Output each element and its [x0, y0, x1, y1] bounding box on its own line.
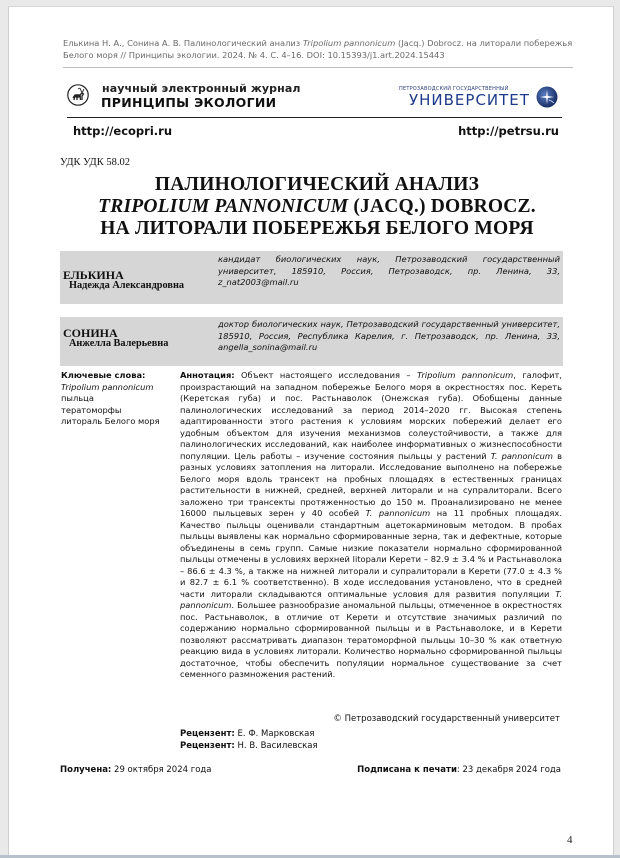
citation-authors: Елькина Н. А., Сонина А. В.	[63, 38, 182, 48]
reviewer-line	[180, 729, 318, 741]
author-surname: ЕЛЬКИНА	[63, 268, 124, 282]
title-authority: (JACQ.) DOBROCZ.	[348, 196, 536, 217]
reviewers-section	[180, 729, 318, 752]
title-species: TRIPOLIUM PANNONICUM	[98, 196, 349, 217]
keywords-section	[61, 370, 176, 428]
signed-date	[357, 765, 561, 775]
reviewer-name: Н. В. Василевская	[234, 740, 318, 751]
abstract-text: Объект настоящего исследования –	[234, 370, 417, 380]
citation-title-suffix: (Jacq.) Dobrocz. на литорали побережья	[397, 38, 573, 48]
citation-divider	[63, 67, 573, 68]
author-block	[60, 251, 563, 304]
university-subtitle: ПЕТРОЗАВОДСКИЙ ГОСУДАРСТВЕННЫЙ	[399, 86, 509, 92]
citation-title-prefix: Палинологический анализ	[183, 38, 301, 48]
keyword-item: литораль Белого моря	[61, 416, 160, 426]
header-divider	[67, 117, 562, 118]
signed-value: : 23 декабря 2024 года	[456, 765, 561, 775]
copyright-notice: © Петрозаводский государственный университет	[333, 714, 560, 724]
author-surname: СОНИНА	[63, 326, 118, 340]
journal-subtitle: научный электронный журнал	[102, 82, 301, 95]
abstract-label: Аннотация:	[180, 370, 235, 380]
keyword-item: Tripolium pannonicum	[61, 381, 154, 392]
abstract-species: T. pannonicum	[490, 450, 553, 461]
keyword-item: тератоморфы	[61, 404, 122, 415]
author-affiliation: кандидат биологических наук, Петрозаводский государственный университет, 185910, Россия, Петрозаводск, пр. Ленина, 33, z_nat2003@mail.ru	[218, 254, 560, 288]
abstract-text: на 11 пробных площадях. Качество пыльцы оценивали стандартным ацетокарминовым методом. В пробах пыльцы выявлены как нормально сформированные зерна, так и дефектные, которые объединены в семь групп. Самые низкие показатели нормально сформированной пыльцы отмечены в условиях верхней litорали Керети – 82.9 ± 3.4 % и Растьнаволока – 86.6 ± 4.3 %, а также на нижней литорали и супралиторали в Керети (77.0 ± 4.3 % и 82.7 ± 6.1 % соответственно). В ходе исследования установлено, что в средней части литорали складываются оптимальные условия для развития популяции	[180, 508, 562, 599]
abstract-text: , галофит, произрастающий на западном побережье Белого моря в окрестностях пос. Кереть (Керетская губа) и пос. Растьнаволок (Онежская губа). Обобщены данные палинологических исследований за период 2014–2020 гг. Высокая степень адаптированности этого растения к условиям морских побережий делает его удобным объектом для изучения механизмов солеустойчивости, а также для палинологических исследований, как наиболее информативных о жизнеспособности популяции. Цель работы – изучение состояния пыльцы у растений	[180, 370, 562, 461]
received-value: 29 октября 2024 года	[111, 765, 212, 775]
page-number: 4	[567, 834, 573, 846]
article-title	[58, 174, 576, 240]
author-given-name: Надежда Александровна	[69, 280, 185, 291]
signed-label: Подписана к печати	[357, 765, 457, 775]
abstract-species: T. pannonicum	[180, 588, 562, 610]
reviewer-name: Е. Ф. Марковская	[234, 729, 315, 739]
author-affiliation: доктор биологических наук, Петрозаводский государственный университет, 185910, Россия, Республика Карелия, г. Петрозаводск, пр. Ленина, 33, angella_sonina@mail.ru	[218, 319, 560, 353]
received-label: Получена:	[60, 765, 112, 775]
university-url-link[interactable]: http://petrsu.ru	[458, 124, 559, 138]
author-block	[60, 317, 563, 366]
reviewer-label: Рецензент:	[180, 729, 235, 739]
abstract-species: T. pannonicum	[365, 508, 431, 518]
reviewer-label: Рецензент:	[180, 740, 235, 751]
keywords-label: Ключевые слова:	[61, 370, 146, 380]
journal-name: ПРИНЦИПЫ ЭКОЛОГИИ	[101, 95, 277, 110]
abstract-text: в разных условиях затопления на литорали. Исследование выполнено на побережье Белого моря вдоль трансект на пробных площадях в естественных границах растительности в нижней, средней, верхней литорали и на супралиторали. Всего заложено три трансекты протяженностью до 150 м. Проанализировано не менее 16000 пыльцевых зерен у 40 особей	[180, 450, 562, 518]
abstract-species: Tripolium pannonicum	[416, 370, 514, 380]
globe-logo-icon	[536, 86, 558, 108]
title-line-3: НА ЛИТОРАЛИ ПОБЕРЕЖЬЯ БЕЛОГО МОРЯ	[100, 218, 534, 239]
reindeer-logo-icon	[67, 84, 89, 106]
citation-species: Tripolium pannonicum	[302, 38, 396, 48]
keyword-item: пыльца	[61, 393, 94, 403]
abstract-text: . Большее разнообразие аномальной пыльцы, отмеченное в окрестностях пос. Растьнаволок, в отличие от Керети и отсутствие значимых различий по содержанию нормально сформированной пыльцы и в Растьнаволоке, и в Керети позволяют рассматривать диапазон тератоморфной пыльцы 10–30 % как ответную реакцию вида в условиях литорали. Количество нормально сформированной пыльцы достаточное, чтобы обеспечить популяции нормальное существование за счет семенного размножения растений.	[180, 600, 562, 679]
udk-code: УДК УДК 58.02	[60, 157, 130, 168]
citation-header	[63, 37, 573, 61]
received-date	[60, 765, 212, 775]
abstract-section	[180, 370, 562, 681]
citation-line2: Белого моря // Принципы экологии. 2024. № 4. С. 4–16. DOI: 10.15393/j1.art.2024.15443	[63, 50, 445, 60]
title-line-1: ПАЛИНОЛОГИЧЕСКИЙ АНАЛИЗ	[154, 174, 480, 195]
reviewer-line	[180, 741, 318, 753]
university-name: УНИВЕРСИТЕТ	[409, 91, 530, 109]
journal-url-link[interactable]: http://ecopri.ru	[73, 124, 173, 138]
author-given-name: Анжелла Валерьевна	[69, 338, 169, 349]
